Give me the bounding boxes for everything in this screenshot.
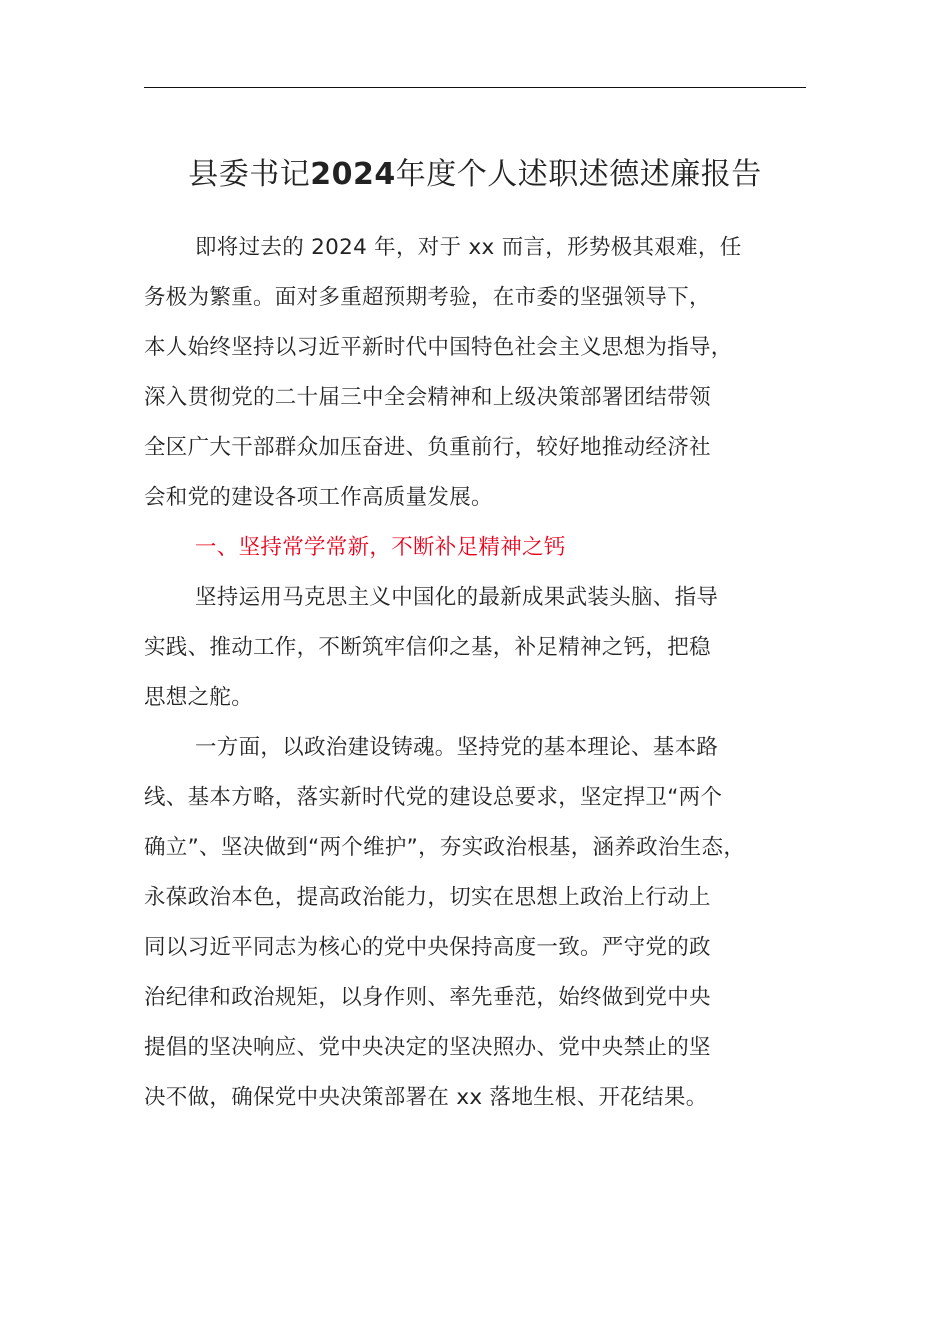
paragraph-line: 会和党的建设各项工作高质量发展。 — [144, 485, 493, 510]
header-rule — [144, 87, 806, 88]
paragraph-line: 永葆政治本色，提高政治能力，切实在思想上政治上行动上 — [144, 885, 711, 910]
title-year: 2024 — [310, 157, 396, 192]
paragraph-line: 提倡的坚决响应、党中央决定的坚决照办、党中央禁止的坚 — [144, 1035, 711, 1060]
paragraph-line: 实践、推动工作，不断筑牢信仰之基，补足精神之钙，把稳 — [144, 635, 711, 660]
paragraph-line: 决不做，确保党中央决策部署在 xx 落地生根、开花结果。 — [144, 1085, 708, 1110]
paragraph-line: 线、基本方略，落实新时代党的建设总要求，坚定捍卫“两个 — [144, 785, 723, 810]
paragraph-line: 同以习近平同志为核心的党中央保持高度一致。严守党的政 — [144, 935, 711, 960]
paragraph-line: 深入贯彻党的二十届三中全会精神和上级决策部署团结带领 — [144, 385, 711, 410]
document-body — [144, 223, 816, 1123]
paragraph-line: 治纪律和政治规矩，以身作则、率先垂范，始终做到党中央 — [144, 985, 711, 1010]
paragraph-line: 确立”、坚决做到“两个维护”，夯实政治根基，涵养政治生态， — [144, 835, 746, 860]
paragraph-line: 务极为繁重。面对多重超预期考验，在市委的坚强领导下， — [144, 285, 711, 310]
section-heading: 一、坚持常学常新，不断补足精神之钙 — [195, 535, 566, 560]
title-suffix: 年度个人述职述德述廉报告 — [395, 157, 762, 192]
document-title — [144, 150, 806, 200]
paragraph-line: 坚持运用马克思主义中国化的最新成果武装头脑、指导 — [195, 585, 719, 610]
paragraph-line: 全区广大干部群众加压奋进、负重前行，较好地推动经济社 — [144, 435, 711, 460]
paragraph-line: 本人始终坚持以习近平新时代中国特色社会主义思想为指导， — [144, 335, 733, 360]
paragraph-line: 即将过去的 2024 年，对于 xx 而言，形势极其艰难，任 — [195, 235, 742, 260]
paragraph-line: 思想之舵。 — [144, 685, 254, 710]
title-prefix: 县委书记 — [188, 157, 311, 192]
paragraph-line: 一方面，以政治建设铸魂。坚持党的基本理论、基本路 — [195, 735, 719, 760]
